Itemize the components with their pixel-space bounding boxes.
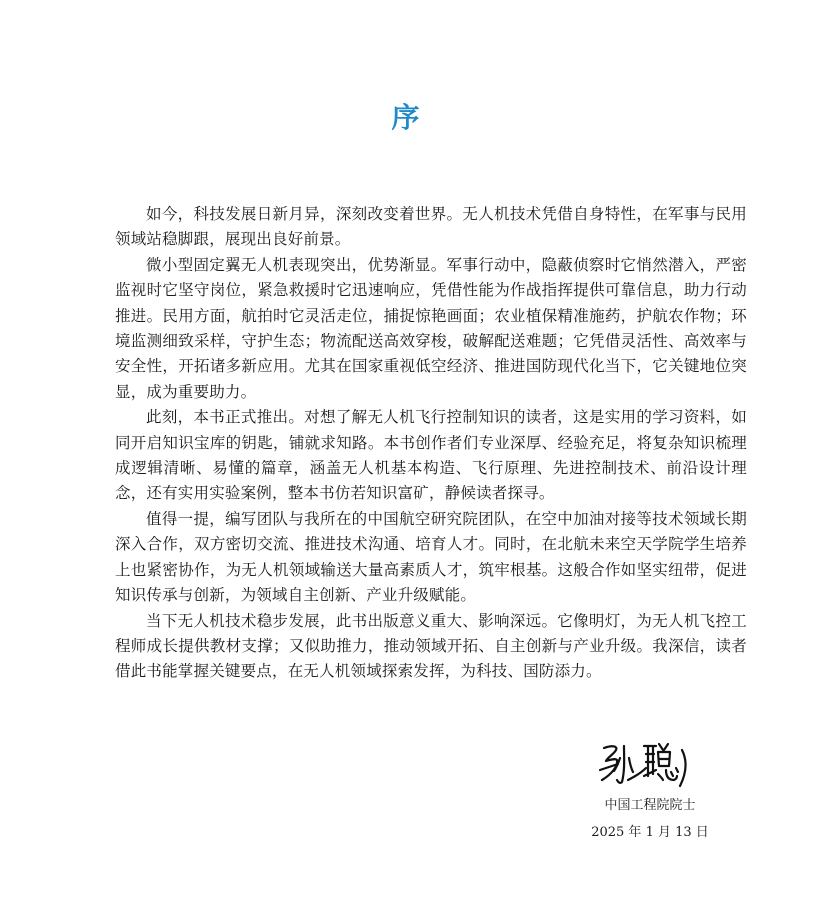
signature-image bbox=[596, 736, 696, 792]
paragraph: 值得一提，编写团队与我所在的中国航空研究院团队，在空中加油对接等技术领域长期深入合作，双方密切交流、推进技术沟通、培育人才。同时，在北航未来空天学院学生培养上也紧密协作，为无人机领域输送大量高素质人才，筑牢根基。这般合作如坚实纽带，促进知识传承与创新，为领域自主创新、产业升级赋能。 bbox=[115, 509, 747, 605]
handwritten-signature bbox=[596, 736, 696, 792]
paragraph: 此刻，本书正式推出。对想了解无人机飞行控制知识的读者，这是实用的学习资料，如同开启知识宝库的钥匙，铺就求知路。本书创作者们专业深厚、经验充足，将复杂知识梳理成逻辑清晰、易懂的篇章，涵盖无人机基本构造、飞行原理、先进控制技术、前沿设计理念，还有实用实验案例，整本书仿若知识富矿，静候读者探寻。 bbox=[115, 408, 747, 503]
author-affiliation: 中国工程院院士 bbox=[604, 798, 696, 813]
preface-body bbox=[115, 202, 747, 685]
signature-date: 2025 年 1 月 13 日 bbox=[591, 825, 709, 840]
page-title: 序 bbox=[391, 101, 422, 134]
paragraph: 如今，科技发展日新月异，深刻改变着世界。无人机技术凭借自身特性，在军事与民用领域站稳脚跟，展现出良好前景。 bbox=[115, 205, 747, 249]
paragraph: 微小型固定翼无人机表现突出，优势渐显。军事行动中，隐蔽侦察时它悄然潜入，严密监视时它坚守岗位，紧急救援时它迅速响应，凭借性能为作战指挥提供可靠信息，助力行动推进。民用方面，航拍时它灵活走位，捕捉惊艳画面；农业植保精准施药，护航农作物；环境监测细致采样，守护生态；物流配送高效穿梭，破解配送难题；它凭借灵活性、高效率与安全性，开拓诸多新应用。尤其在国家重视低空经济、推进国防现代化当下，它关键地位突显，成为重要助力。 bbox=[115, 255, 747, 401]
paragraph: 当下无人机技术稳步发展，此书出版意义重大、影响深远。它像明灯，为无人机飞控工程师成长提供教材支撑；又似助推力，推动领域开拓、自主创新与产业升级。我深信，读者借此书能掌握关键要点，在无人机领域探索发挥，为科技、国防添力。 bbox=[115, 611, 747, 681]
